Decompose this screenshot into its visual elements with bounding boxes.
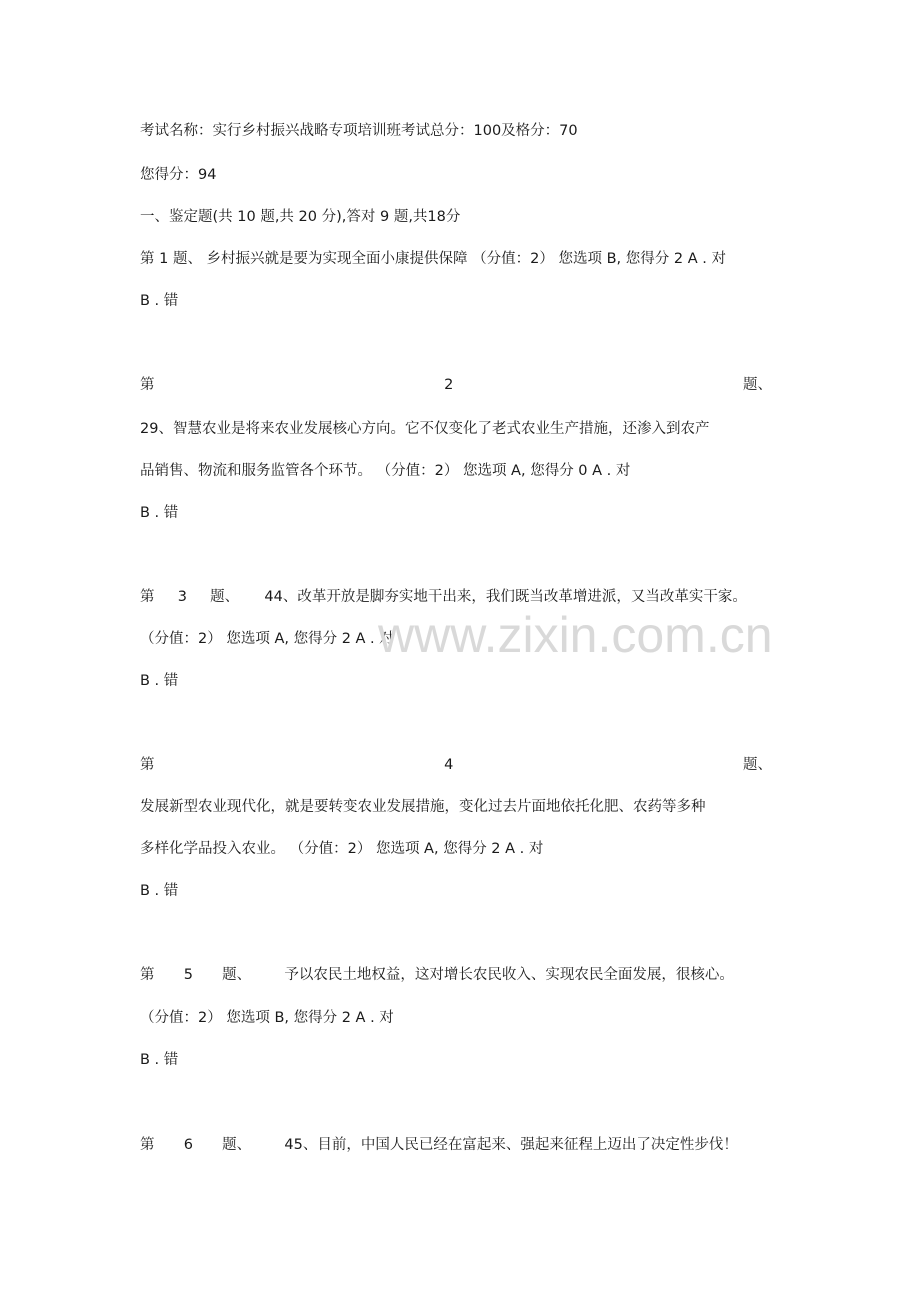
- question-3-number: 3: [177, 589, 187, 605]
- question-3-option-b: B . 错: [140, 673, 179, 689]
- watermark: www.zixin.com.cn: [378, 607, 773, 663]
- question-6-suffix: 题、: [222, 1137, 252, 1153]
- question-4-prefix: 第: [140, 757, 155, 773]
- question-3-head: [140, 587, 772, 607]
- question-1-line-1: 第 1 题、 乡村振兴就是要为实现全面小康提供保障 （分值：2） 您选项 B, 您得分 2 A . 对: [140, 251, 726, 267]
- question-3-text: 44、改革开放是脚夯实地干出来，我们既当改革增进派，又当改革实干家。: [264, 589, 747, 605]
- question-6-text: 45、目前，中国人民已经在富起来、强起来征程上迈出了决定性步伐！: [284, 1137, 738, 1153]
- question-5-head: [140, 965, 772, 985]
- question-2-suffix: 题、: [742, 377, 772, 393]
- question-4-line-2: 多样化学品投入农业。 （分值：2） 您选项 A, 您得分 2 A . 对: [140, 841, 544, 857]
- section-heading: 一、鉴定题(共 10 题,共 20 分),答对 9 题,共18分: [140, 209, 461, 225]
- question-4-line-1: 发展新型农业现代化，就是要转变农业发展措施，变化过去片面地依托化肥、农药等多种: [140, 799, 706, 815]
- question-6-number: 6: [183, 1137, 193, 1153]
- question-5-suffix: 题、: [222, 967, 252, 983]
- question-2-line-2: 品销售、物流和服务监管各个环节。 （分值：2） 您选项 A, 您得分 0 A . 对: [140, 463, 631, 479]
- question-2-number: 2: [444, 377, 454, 393]
- question-2-line-1: 29、智慧农业是将来农业发展核心方向。它不仅变化了老式农业生产措施，还渗入到农产: [140, 421, 710, 437]
- question-3-prefix: 第: [140, 589, 155, 605]
- question-2-head: [140, 375, 772, 395]
- exam-info: 考试名称：实行乡村振兴战略专项培训班考试总分：100及格分：70: [140, 123, 578, 139]
- question-2-option-b: B . 错: [140, 505, 179, 521]
- question-4-head: [140, 755, 772, 775]
- question-5-text: 予以农民土地权益，这对增长农民收入、实现农民全面发展，很核心。: [284, 967, 734, 983]
- question-5-option-b: B . 错: [140, 1052, 179, 1068]
- question-2-prefix: 第: [140, 377, 155, 393]
- question-5-prefix: 第: [140, 967, 155, 983]
- question-4-option-b: B . 错: [140, 883, 179, 899]
- question-4-number: 4: [444, 757, 454, 773]
- user-score: 您得分：94: [140, 167, 217, 183]
- question-3-line-1: （分值：2） 您选项 A, 您得分 2 A . 对: [140, 631, 394, 647]
- question-6-head: [140, 1135, 772, 1155]
- question-1-option-b: B . 错: [140, 293, 179, 309]
- question-4-suffix: 题、: [742, 757, 772, 773]
- question-5-number: 5: [183, 967, 193, 983]
- question-5-line-1: （分值：2） 您选项 B, 您得分 2 A . 对: [140, 1010, 394, 1026]
- question-6-prefix: 第: [140, 1137, 155, 1153]
- question-3-suffix: 题、: [210, 589, 240, 605]
